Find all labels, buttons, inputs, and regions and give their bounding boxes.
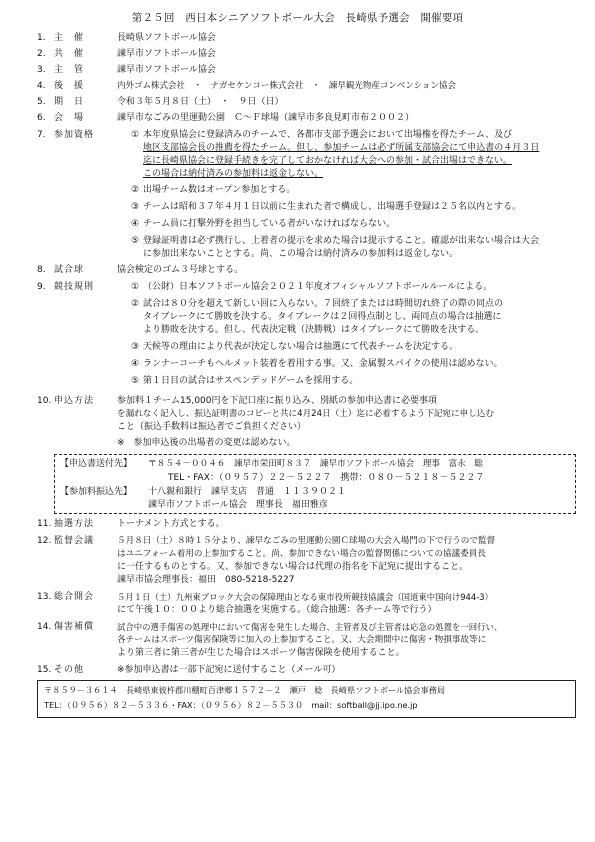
item-label: 抽選方法	[54, 519, 95, 529]
item-number: 11.	[37, 519, 52, 529]
clause-marker: ③	[130, 342, 140, 352]
clause-marker: ⑤	[130, 376, 140, 386]
item-label: 傷害補償	[54, 622, 95, 632]
box-label-bank: 【参加料振込先】	[60, 487, 133, 497]
meeting-line: に一任するものとする。又、参加できない場合は代理の指名を下記宛に提出すること。	[117, 562, 469, 572]
clause-marker: ④	[130, 359, 140, 369]
box-bank-account: 十八親和銀行 諫早支店 普通 １１３９０２１	[148, 487, 347, 497]
clause-line: タイブレークにて勝敗を決する。タイブレークは２回得点制とし、両同点の場合は抽選に	[143, 312, 502, 322]
insurance-line: 各チームはスポーツ傷害保険等に加入の上参加すること。又、大会期間中に傷害・物損事故等に	[117, 635, 487, 645]
clause-line: に参加出来ないこととする。尚、この場合は納付済みの参加料は返金しない。	[143, 249, 459, 259]
box-send-address: 〒８５４－００４６ 諫早市栄田町８３７ 諫早市ソフトボール協会 理事 富永 聡	[148, 459, 483, 469]
clause-line: 第１日目の試合はサスペンデッドゲームを採用する。	[143, 376, 359, 386]
insurance-line: 試合中の選手傷害の処理中において傷害を発生した場合、主管者及び主管者は応急の処置を一回行い、	[117, 622, 503, 632]
application-line: こと（振込手数料は振込者でご負担ください）	[117, 422, 307, 432]
item-label: 期 日	[54, 97, 85, 107]
clause-marker: ①	[130, 130, 140, 140]
item-number: 6.	[37, 113, 46, 123]
clause-marker: ②	[130, 299, 140, 309]
clause-line: チーム員に打撃外野を担当している者がいなければならない。	[143, 219, 396, 229]
clause-line: 出場チーム数はオープン参加とする。	[143, 185, 296, 195]
meeting-line: はユニフォーム着用の上参加すること。尚、参加できない場合の監督関係についての協議委員長	[117, 549, 486, 559]
item-label: 主 管	[54, 65, 85, 75]
clause-line: ランナーコーチもヘルメット装着を着用する事。又、金属製スパイクの使用は認めない。	[143, 359, 503, 369]
item-number: 12.	[37, 536, 52, 546]
item-label: 申込方法	[54, 396, 95, 406]
clause-marker: ④	[130, 219, 140, 229]
item-label: 競技規則	[54, 282, 95, 292]
meeting-contact: 諫早市協会理事長：福田 080-5218-5227	[117, 575, 295, 585]
item-label: 共 催	[54, 49, 85, 59]
item-number: 9.	[37, 282, 46, 292]
clause-marker: ③	[130, 202, 140, 212]
item-label: 後 援	[54, 81, 85, 91]
item-value: 諫早市ソフトボール協会	[117, 49, 216, 59]
clause-line: 地区支部協会長の推薦を得たチーム。但し、参加チームは必ず所属支部協会にて申込書の４月３日	[143, 143, 540, 153]
item-number: 8.	[37, 265, 46, 275]
clause-line: （公財）日本ソフトボール協会２０２１年度オフィシャルソフトボールルールによる。	[143, 282, 493, 292]
application-line: を漏れなく記入し、振込証明書のコピーと共に4月24日（土）迄に必着するよう下記宛に申し込む	[117, 409, 494, 419]
item-value: 諫早市なごみの里運動公園 Ｃ～Ｆ球場（諫早市多良見町市布２００２）	[117, 113, 415, 123]
opening-line: にて午後１０：００より総合抽選を実施する。（総合抽選：各チーム等で行う）	[117, 605, 437, 615]
item-number: 15.	[37, 665, 52, 675]
item-number: 4.	[37, 81, 46, 91]
footer-address: 〒８５９－３６１４ 長崎県東彼杵郡川棚町百津郷１５７２－２ 瀬戸 稔 長崎県ソフトボール協会事務局	[44, 685, 446, 695]
box-send-phone: TEL・FAX：（０９５７）２２－５２２７ 携帯：０８０－５２１８－５２２７	[168, 473, 485, 483]
item-value: トーナメント方式とする。	[117, 519, 225, 529]
item-label: 参加資格	[54, 130, 95, 140]
item-number: 14.	[37, 622, 52, 632]
clause-line: 迄に長崎県協会に登録手続きを完了しておかなければ大会への参加・試合出場はできない。	[143, 156, 513, 166]
opening-line: ５月１日（土）九州東ブロック大会の保障理由となる東市役所競技協議会（国道東中国向け944-3）	[117, 592, 493, 602]
item-value: 諫早市ソフトボール協会	[117, 65, 216, 75]
item-number: 13.	[37, 592, 52, 602]
clause-line: 天候等の理由により代表が決定しない場合は抽選にて代表チームを決定する。	[143, 342, 459, 352]
clause-marker: ②	[130, 185, 140, 195]
item-number: 1.	[37, 33, 46, 43]
item-value: 内外ゴム株式会社 ・ ナガセケンコー株式会社 ・ 諫早観光物産コンベンション協会	[117, 81, 457, 91]
item-label: その他	[54, 665, 85, 675]
insurance-line: より第三者に第三者が生じた場合はスポーツ傷害保険を使用すること。	[117, 648, 405, 658]
document-title: 第２５回 西日本シニアソフトボール大会 長崎県予選会 開催要項	[131, 12, 464, 24]
meeting-line: ５月８日（土）８時１５分より、諫早なごみの里運動公園Ｃ球場の大会入場門の下で行うので監督	[117, 536, 496, 546]
footer-contact: TEL：（０９５６）８２－５３３６・FAX：（０９５６）８２－５５３０ mail：softball@jj.ipo.ne.jp	[44, 700, 418, 710]
application-line: 参加料１チーム15,000円を下記口座に振り込み、別紙の参加申込書に必要事項	[117, 396, 438, 406]
clause-line: より勝敗を決する。但し、代表決定戦（決勝戦）はタイブレークにて勝敗を決する。	[143, 325, 485, 335]
clause-line: この場合は納付済みの参加料は返金しない。	[143, 169, 324, 179]
item-value: ※参加申込書は一部下記宛に送付すること（メール可）	[117, 665, 341, 675]
clause-marker: ①	[130, 282, 140, 292]
item-value: 令和３年５月８日（土） ・ ９日（日）	[117, 97, 284, 107]
item-label: 総合開会	[54, 592, 95, 602]
clause-line: 試合は８０分を超えて新しい回に入らない。７回終了またはは時間切れ終了の際の同点の	[143, 299, 504, 309]
clause-line: 本年度県協会に登録済みのチームで、各都市支部予選会において出場権を得たチーム、及び	[143, 130, 513, 140]
box-label-send: 【申込書送付先】	[60, 459, 133, 469]
box-account-holder: 諫早市ソフトボール協会 理事長 福田雅彦	[148, 500, 328, 510]
item-number: 7.	[37, 130, 46, 140]
item-label: 試合球	[54, 265, 85, 275]
item-label: 監督会議	[54, 536, 95, 546]
item-label: 会 場	[54, 113, 85, 123]
clause-line: チームは昭和３７年４月１日以前に生まれた者で構成し、出場選手登録は２５名以内とする。	[143, 202, 522, 212]
clause-line: 登録証明書は必ず携行し、上着者の提示を求めた場合は提示すること。確認が出来ない場合は大会	[143, 236, 540, 246]
item-number: 2.	[37, 49, 46, 59]
item-value: 長崎県ソフトボール協会	[117, 33, 216, 43]
item-label: 主 催	[54, 33, 85, 43]
item-value: 協会検定のゴム３号球とする。	[117, 265, 244, 275]
item-number: 10.	[37, 396, 52, 406]
clause-marker: ⑤	[130, 236, 140, 246]
application-note: ※ 参加申込後の出場者の変更は認めない。	[117, 438, 296, 448]
item-number: 5.	[37, 97, 46, 107]
item-number: 3.	[37, 65, 46, 75]
